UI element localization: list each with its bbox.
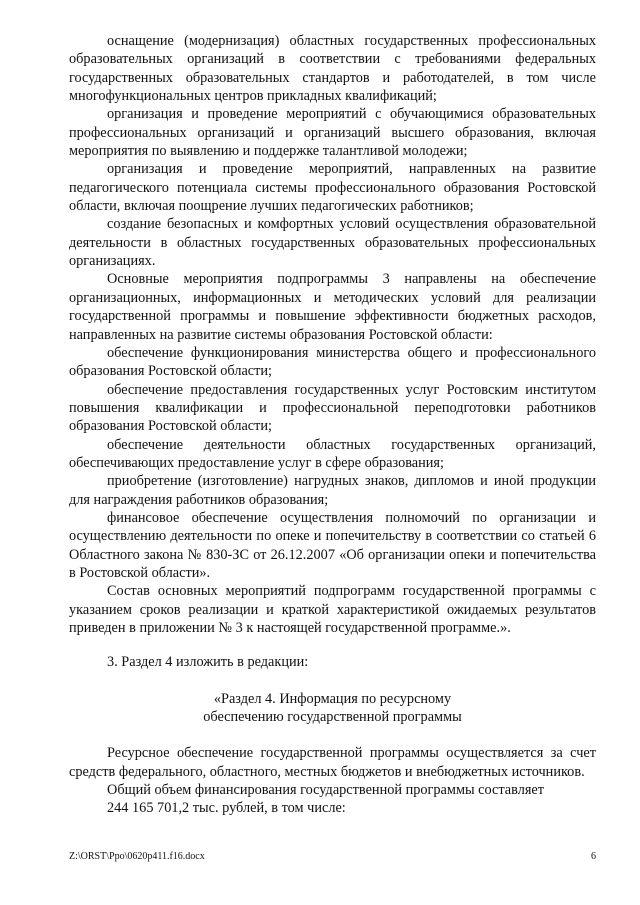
paragraph-guardianship: финансовое обеспечение осуществления полномочий по организации и осуществлению деятельности по опеке и попечительству в соответствии со статьей 6 Областного закона № 830-ЗС от 26.12.2007 «Об организации опеки и попечительства в Ростовской области». <box>69 509 596 581</box>
paragraph-resource: Ресурсное обеспечение государственной программы осуществляется за счет средств федерального, областного, местных бюджетов и внебюджетных источников. <box>69 745 596 780</box>
paragraph-equipment: оснащение (модернизация) областных государственных профессиональных образовательных организаций в соответствии с требованиями федеральных государственных образовательных стандартов и работодателей, в том числе многофункциональных центров прикладных квалификаций; <box>69 33 596 105</box>
section-heading-line-2: обеспечению государственной программы <box>203 709 462 726</box>
paragraph-composition: Состав основных мероприятий подпрограмм государственной программы с указанием сроков реализации и краткой характеристикой ожидаемых результатов приведен в приложении № 3 к настоящей государственной программе.». <box>69 583 596 636</box>
paragraph-institute: обеспечение предоставления государственных услуг Ростовским институтом повышения квалификации и профессиональной переподготовки работников образования Ростовской области; <box>69 381 596 435</box>
footer-file-path: Z:\ORST\Ppo\0620p411.f16.docx <box>69 851 205 862</box>
page-number: 6 <box>591 851 596 862</box>
paragraph-subprogram-3: Основные мероприятия подпрограммы 3 направлены на обеспечение организационных, информационных и методических условий для реализации государственной программы и повышение эффективности бюджетных расходов, направленных на развитие системы образования Ростовской области: <box>69 271 596 343</box>
section-heading-line-1: «Раздел 4. Информация по ресурсному <box>213 690 452 707</box>
section-item: 3. Раздел 4 изложить в редакции: <box>107 654 309 671</box>
paragraph-teacher-events: организация и проведение мероприятий, направленных на развитие педагогического потенциала системы профессионального образования Ростовской области, включая поощрение лучших педагогических работников; <box>69 161 596 215</box>
paragraph-safe-conditions: создание безопасных и комфортных условий осуществления образовательной деятельности в областных государственных образовательных профессиональных организациях. <box>69 216 596 270</box>
paragraph-student-events: организация и проведение мероприятий с обучающимися образовательных профессиональных организаций и организаций высшего образования, включая мероприятия по выявлению и поддержке талантливой молодежи; <box>69 106 596 160</box>
paragraph-total: Общий объем финансирования государственной программы составляет <box>107 782 545 799</box>
paragraph-ministry: обеспечение функционирования министерства общего и профессионального образования Ростовской области; <box>69 344 596 380</box>
section-heading <box>69 690 596 727</box>
paragraph-awards: приобретение (изготовление) нагрудных знаков, дипломов и иной продукции для награждения работников образования; <box>69 473 596 508</box>
paragraph-amount: 244 165 701,2 тыс. рублей, в том числе: <box>107 800 346 817</box>
document-body <box>69 32 596 818</box>
paragraph-state-organizations: обеспечение деятельности областных государственных организаций, обеспечивающих предоставление услуг в сфере образования; <box>69 436 596 471</box>
